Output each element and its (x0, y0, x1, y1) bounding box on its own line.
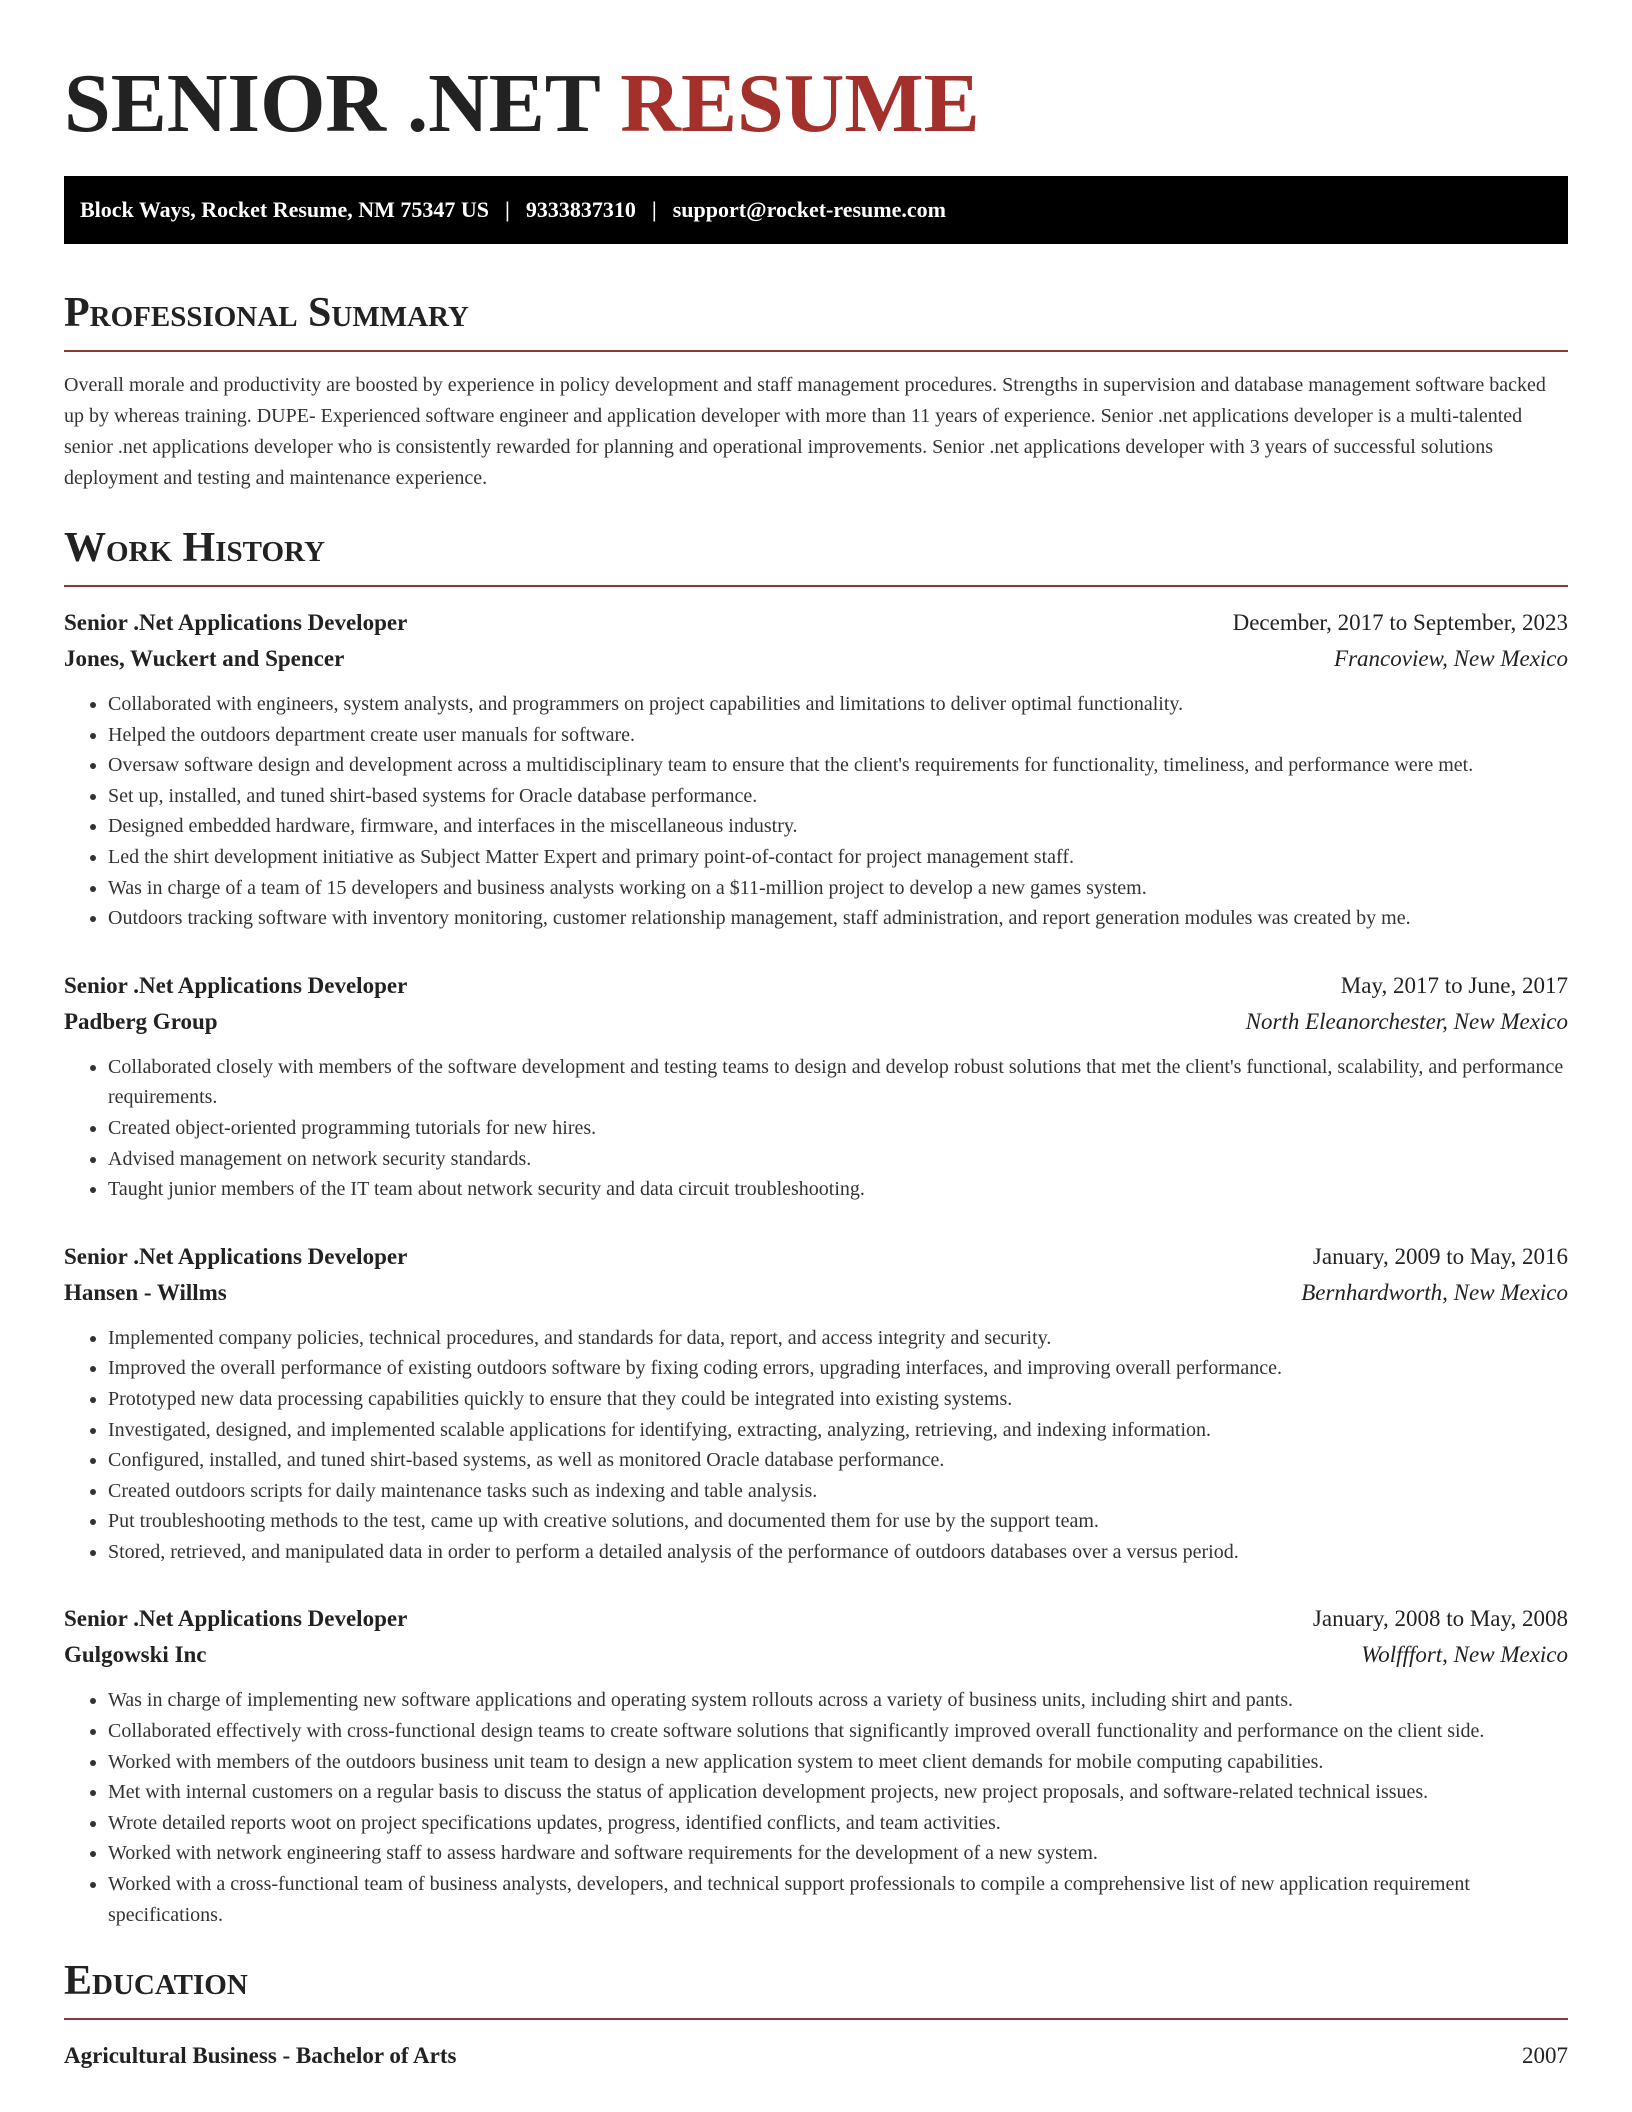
job-bullet: • Oversaw software design and development across a multidisciplinary team to ensure that the client's requirements for functionality, timeliness, and performance were met. (108, 750, 1568, 781)
job-bullet: • Designed embedded hardware, firmware, and interfaces in the miscellaneous industry. (108, 811, 1568, 842)
job-bullet: • Prototyped new data processing capabilities quickly to ensure that they could be integrated into existing systems. (108, 1384, 1568, 1415)
job-bullet: • Led the shirt development initiative as Subject Matter Expert and primary point-of-contact for project management staff. (108, 842, 1568, 873)
work-history-divider (64, 585, 1568, 587)
contact-separator: | (651, 197, 657, 222)
job-bullet: • Stored, retrieved, and manipulated data in order to perform a detailed analysis of the performance of outdoors databases over a versus period. (108, 1537, 1568, 1568)
contact-address: Block Ways, Rocket Resume, NM 75347 US (80, 197, 490, 222)
resume-title (64, 0, 1568, 152)
education-year: 2007 (1522, 2043, 1568, 2069)
title-main: SENIOR .NET (64, 57, 600, 150)
summary-heading: Professional Summary (64, 290, 469, 336)
job-bullet: • Worked with members of the outdoors business unit team to design a new application system to meet client demands for mobile computing capabilities. (108, 1747, 1568, 1778)
job-location: North Eleanorchester, New Mexico (1245, 1008, 1568, 1034)
job-bullet-list (64, 1052, 1568, 1205)
job-bullet: • Met with internal customers on a regular basis to discuss the status of application development projects, new project proposals, and software-related technical issues. (108, 1777, 1568, 1808)
contact-email: support@rocket-resume.com (672, 197, 946, 222)
job-bullet: • Investigated, designed, and implemented scalable applications for identifying, extracting, analyzing, retrieving, and indexing information. (108, 1415, 1568, 1446)
job-entry (64, 968, 1568, 1205)
job-location: Wolfffort, New Mexico (1361, 1642, 1568, 1668)
job-bullet: • Set up, installed, and tuned shirt-based systems for Oracle database performance. (108, 781, 1568, 812)
job-bullet: • Outdoors tracking software with inventory monitoring, customer relationship management, staff administration, and report generation modules was created by me. (108, 903, 1568, 934)
job-company-row (64, 1004, 1568, 1040)
job-company: Jones, Wuckert and Spencer (64, 646, 345, 671)
job-bullet: • Created object-oriented programming tutorials for new hires. (108, 1113, 1568, 1144)
education-heading: Education (64, 1958, 248, 2005)
job-list (64, 605, 1568, 1930)
job-bullet: • Wrote detailed reports woot on project specifications updates, progress, identified conflicts, and team activities. (108, 1808, 1568, 1839)
job-title: Senior .Net Applications Developer (64, 972, 408, 998)
education-entry (64, 2038, 1568, 2074)
job-bullet: • Put troubleshooting methods to the test, came up with creative solutions, and documented them for use by the support team. (108, 1506, 1568, 1537)
contact-separator: | (505, 197, 510, 222)
job-header-row (64, 1601, 1568, 1637)
job-title: Senior .Net Applications Developer (64, 1606, 408, 1632)
job-bullet: • Helped the outdoors department create user manuals for software. (108, 720, 1568, 751)
job-bullet: • Was in charge of a team of 15 developers and business analysts working on a $11-million project to develop a new games system. (108, 873, 1568, 904)
job-bullet: • Collaborated effectively with cross-functional design teams to create software solutions that significantly improved overall functionality and performance on the client side. (108, 1716, 1568, 1747)
summary-divider (64, 350, 1568, 352)
job-title: Senior .Net Applications Developer (64, 610, 408, 635)
contact-bar (64, 176, 1568, 244)
job-company: Gulgowski Inc (64, 1642, 207, 1668)
job-bullet-list (64, 1323, 1568, 1568)
job-entry (64, 1601, 1568, 1930)
job-bullet: • Taught junior members of the IT team about network security and data circuit troubleshooting. (108, 1174, 1568, 1205)
job-header-row (64, 968, 1568, 1004)
job-company-row (64, 1637, 1568, 1673)
education-degree: Agricultural Business - Bachelor of Arts (64, 2043, 457, 2069)
work-history-heading: Work History (64, 525, 325, 571)
title-accent: RESUME (620, 57, 980, 150)
job-dates: May, 2017 to June, 2017 (1340, 972, 1568, 998)
job-header-row (64, 1239, 1568, 1275)
job-bullet-list (64, 689, 1568, 934)
job-dates: January, 2008 to May, 2008 (1312, 1606, 1568, 1632)
job-bullet: • Was in charge of implementing new software applications and operating system rollouts across a variety of business units, including shirt and pants. (108, 1685, 1568, 1716)
job-company-row (64, 641, 1568, 677)
job-header-row (64, 605, 1568, 641)
job-dates: December, 2017 to September, 2023 (1232, 610, 1568, 635)
job-bullet: • Advised management on network security standards. (108, 1144, 1568, 1175)
summary-text: Overall morale and productivity are boosted by experience in policy development and staff management procedures. Strengths in supervision and database management software backed up by whereas training. DUPE- Experienced software engineer and application developer with more than 11 years of experience. Senior .net applications developer is a multi-talented senior .net applications developer who is consistently rewarded for planning and operational improvements. Senior .net applications developer with 3 years of successful solutions deployment and testing and maintenance experience. (64, 374, 1546, 489)
job-company: Padberg Group (64, 1008, 218, 1034)
job-bullet: • Implemented company policies, technical procedures, and standards for data, report, and access integrity and security. (108, 1323, 1568, 1354)
education-divider (64, 2018, 1568, 2020)
job-bullet: • Improved the overall performance of existing outdoors software by fixing coding errors, upgrading interfaces, and improving overall performance. (108, 1353, 1568, 1384)
job-entry (64, 605, 1568, 934)
job-bullet: • Configured, installed, and tuned shirt-based systems, as well as monitored Oracle database performance. (108, 1445, 1568, 1476)
job-location: Bernhardworth, New Mexico (1301, 1279, 1568, 1305)
contact-phone: 9333837310 (525, 197, 636, 222)
job-entry (64, 1239, 1568, 1568)
job-dates: January, 2009 to May, 2016 (1312, 1243, 1568, 1269)
job-company-row (64, 1275, 1568, 1311)
job-bullet: • Worked with a cross-functional team of business analysts, developers, and technical support professionals to compile a comprehensive list of new application requirement specifications. (108, 1869, 1568, 1930)
job-title: Senior .Net Applications Developer (64, 1243, 408, 1269)
education-list (64, 2038, 1568, 2074)
job-bullet: • Worked with network engineering staff to assess hardware and software requirements for the development of a new system. (108, 1838, 1568, 1869)
job-bullet: • Collaborated closely with members of the software development and testing teams to design and develop robust solutions that met the client's functional, scalability, and performance requirements. (108, 1052, 1568, 1113)
job-bullet: • Created outdoors scripts for daily maintenance tasks such as indexing and table analysis. (108, 1476, 1568, 1507)
job-bullet: • Collaborated with engineers, system analysts, and programmers on project capabilities and limitations to deliver optimal functionality. (108, 689, 1568, 720)
job-bullet-list (64, 1685, 1568, 1930)
job-company: Hansen - Willms (64, 1279, 227, 1305)
job-location: Francoview, New Mexico (1334, 646, 1568, 671)
